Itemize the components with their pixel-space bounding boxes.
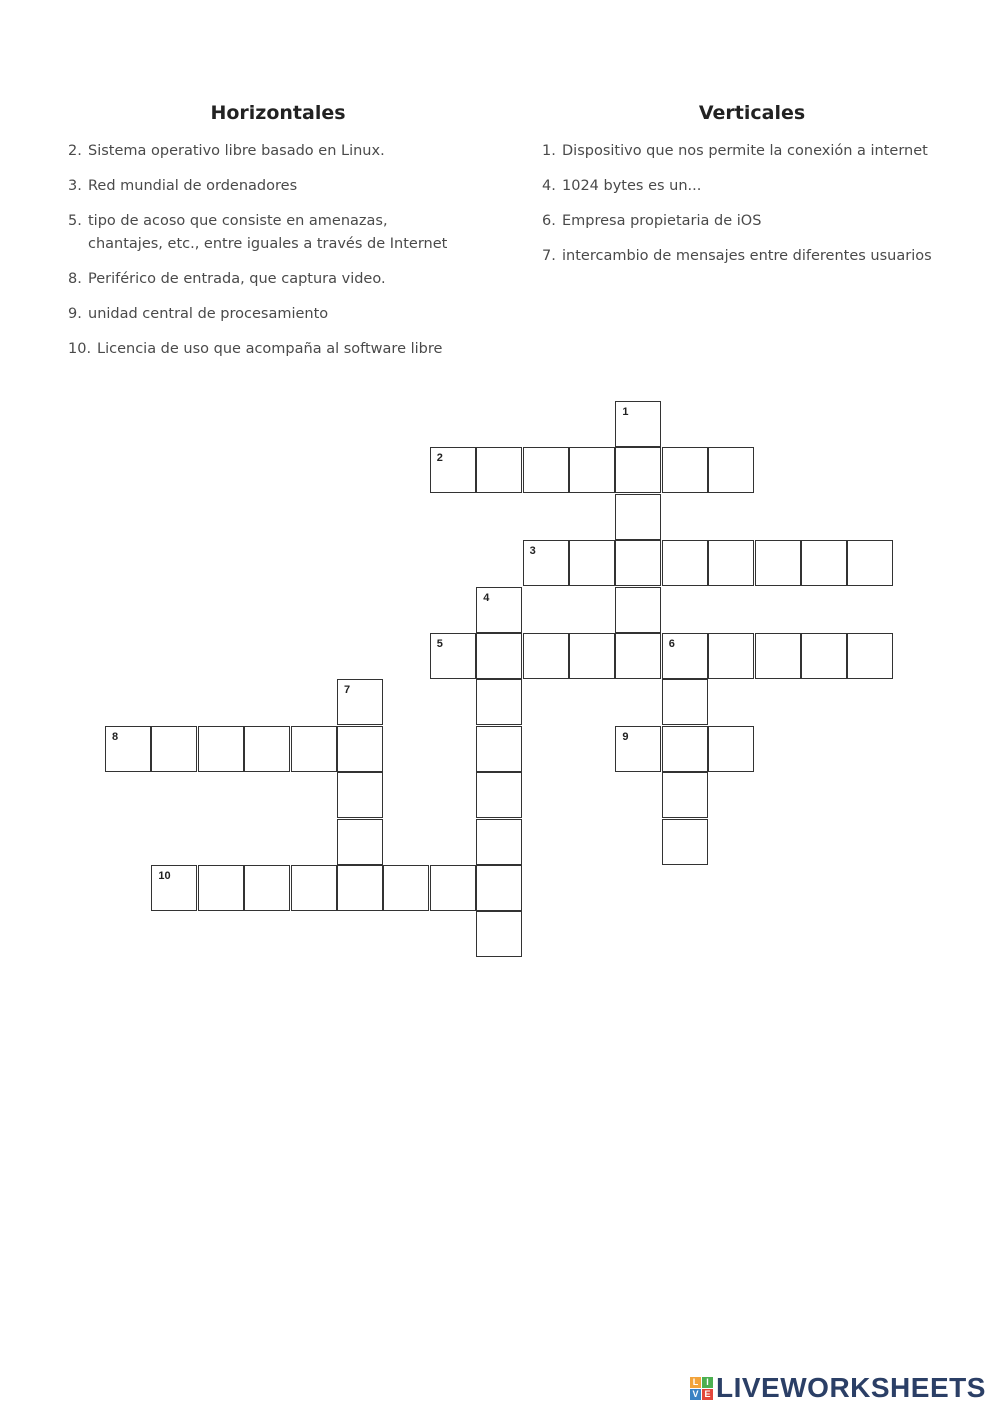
crossword-cell[interactable] [615,401,661,447]
crossword-cell[interactable] [662,447,708,493]
crossword-cell[interactable] [569,540,615,586]
clue-v-1: 1. Dispositivo que nos permite la conexión a internet [542,143,928,159]
crossword-cell[interactable] [291,726,337,772]
crossword-cell[interactable] [476,819,522,865]
title-horizontales: Horizontales [210,102,346,124]
clue-h-5: 5. tipo de acoso que consiste en amenazas, chantajes, etc., entre iguales a través de Internet [68,213,448,252]
crossword-cell[interactable] [476,587,522,633]
crossword-cell[interactable] [615,494,661,540]
cell-number: 9 [622,730,629,743]
crossword-cell[interactable] [708,726,754,772]
crossword-cell[interactable] [708,447,754,493]
crossword-cell[interactable] [615,447,661,493]
crossword-cell[interactable] [662,540,708,586]
crossword-cell[interactable] [476,679,522,725]
crossword-cell[interactable] [662,679,708,725]
crossword-cell[interactable] [662,633,708,679]
crossword-cell[interactable] [662,726,708,772]
cell-number: 4 [483,591,490,604]
clue-v-6: 6. Empresa propietaria de iOS [542,213,762,229]
crossword-cell[interactable] [476,772,522,818]
crossword-cell[interactable] [105,726,151,772]
crossword-cell[interactable] [198,726,244,772]
crossword-cell[interactable] [615,726,661,772]
crossword-cell[interactable] [755,540,801,586]
crossword-cell[interactable] [337,726,383,772]
logo-mark-letter: E [702,1389,713,1400]
crossword-cell[interactable] [615,633,661,679]
crossword-cell[interactable] [337,865,383,911]
crossword-cell[interactable] [569,633,615,679]
crossword-cell[interactable] [476,447,522,493]
crossword-cell[interactable] [337,819,383,865]
crossword-cell[interactable] [151,865,197,911]
crossword-cell[interactable] [244,726,290,772]
logo-text: LIVEWORKSHEETS [716,1372,986,1403]
crossword-cell[interactable] [662,772,708,818]
crossword-cell[interactable] [430,865,476,911]
clue-h-9: 9. unidad central de procesamiento [68,306,329,322]
crossword-cell[interactable] [476,911,522,957]
crossword-cell[interactable] [151,726,197,772]
cell-number: 2 [436,452,443,465]
title-verticales: Verticales [698,102,806,124]
logo-mark-letter: L [690,1377,701,1388]
logo-mark-letter: I [702,1377,713,1388]
cell-number: 8 [112,730,119,743]
crossword-cell[interactable] [569,447,615,493]
crossword-cell[interactable] [615,540,661,586]
crossword-cell[interactable] [476,865,522,911]
crossword-cell[interactable] [476,633,522,679]
clue-h-8: 8. Periférico de entrada, que captura video. [68,271,386,287]
cell-number: 1 [622,406,629,418]
crossword-cell[interactable] [383,865,429,911]
crossword-cell[interactable] [801,540,847,586]
liveworksheets-logo [690,1372,986,1404]
clue-h-10: 10. Licencia de uso que acompaña al software libre [68,341,443,357]
cell-number: 6 [668,638,675,650]
clue-v-7: 7. intercambio de mensajes entre diferentes usuarios [542,248,932,264]
cell-number: 3 [529,545,536,558]
crossword-cell[interactable] [337,679,383,725]
crossword-cell[interactable] [291,865,337,911]
crossword-cell[interactable] [662,819,708,865]
crossword-cell[interactable] [430,447,476,493]
crossword-cell[interactable] [801,633,847,679]
crossword-cell[interactable] [244,865,290,911]
crossword-cell[interactable] [847,540,893,586]
logo-mark-icon [690,1377,713,1400]
crossword-cell[interactable] [337,772,383,818]
crossword-cell[interactable] [847,633,893,679]
crossword-cell[interactable] [523,447,569,493]
clue-h-3: 3. Red mundial de ordenadores [68,178,298,194]
logo-mark-letter: V [690,1389,701,1400]
crossword-cell[interactable] [198,865,244,911]
cell-number: 5 [436,638,443,650]
crossword-cell[interactable] [755,633,801,679]
crossword-cell[interactable] [523,633,569,679]
crossword-cell[interactable] [523,540,569,586]
cell-number: 10 [158,870,171,882]
crossword-cell[interactable] [476,726,522,772]
crossword-cell[interactable] [708,633,754,679]
clue-h-2: 2. Sistema operativo libre basado en Linux. [68,143,385,159]
cell-number: 7 [344,684,351,697]
clue-v-4: 4. 1024 bytes es un... [542,178,702,194]
crossword-cell[interactable] [430,633,476,679]
crossword-cell[interactable] [708,540,754,586]
crossword-cell[interactable] [615,587,661,633]
